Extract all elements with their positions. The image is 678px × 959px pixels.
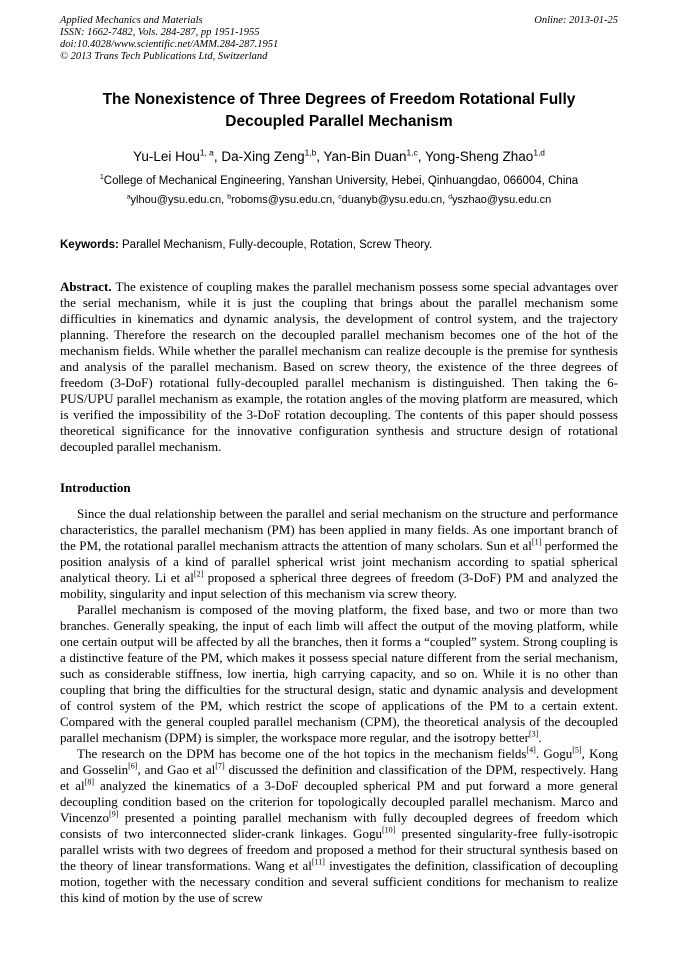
emails-line: $^a$ylhou@ysu.edu.cn, $^b$roboms@ysu.edu.cn, $^c$duanyb@ysu.edu.cn, $^d$yszhao@ysu.edu.cn (126, 193, 552, 206)
journal-header (60, 15, 618, 63)
doi-line: doi:10.4028/www.scientific.net/AMM.284-287.1951 (60, 39, 279, 50)
online-date: Online: 2013-01-25 (534, 15, 618, 26)
intro-paragraph-3: The research on the DPM has become one of the hot topics in the mechanism fields[4]. Gogu[5], Kong and Gosselin[6], and Gao et al[7] discussed the definition and classification of the DPM, respectively. Hang et al[8] analyzed the kinematics of a 3-DoF decoupled spherical PM and put forward a more general decoupling condition based on the criterion for topologically decoupled parallel mechanism. Marco and Vincenzo[9] presented a pointing parallel mechanism with fully decoupled degrees of freedom which consists of two interconnected slider-crank linkages. Gogu[10] presented singularity-free fully-isotropic parallel wrists with two degrees of freedom and proposed a method for their structural synthesis based on the theory of linear transformations. Wang et al[11] investigates the definition, classification of decoupling motion, together with the necessary condition and several sufficient conditions for mechanism to realize this kind of motion by the use of screw (60, 745, 619, 905)
copyright-line: © 2013 Trans Tech Publications Ltd, Switzerland (60, 51, 268, 62)
affiliation-line: $^1$College of Mechanical Engineering, Yanshan University, Hebei, Qinhuangdao, 066004, China (99, 173, 579, 187)
intro-paragraph-2: Parallel mechanism is composed of the moving platform, the fixed base, and two or more than two branches. Generally speaking, the input of each limb will affect the output of the moving platform, while one certain output will be affected by all the branches, then it forms a “coupled” system. Strong coupling is a distinctive feature of the PM, which makes it possess special nature different from the serial mechanism, such as considerable stiffness, low inertia, high carrying capacity, and so on. While it is no other than coupling that bring the difficulties for the structural design, static and dynamic analysis and development of control system of the PM, which restrict the scope of applications of the PM to a certain extent. Compared with the general coupled parallel mechanism (CPM), the theoretical analysis of the decoupled parallel mechanism (DPM) is simpler, the workspace more regular, and the isotropy better[3]. (60, 601, 618, 745)
authors-line: Yu-Lei Hou$^{1, a}$, Da-Xing Zeng$^{1,b}$, Yan-Bin Duan$^{1,c}$, Yong-Sheng Zhao$^{1,d}$ (133, 147, 545, 164)
journal-name: Applied Mechanics and Materials (60, 15, 203, 26)
intro-paragraph-1: Since the dual relationship between the parallel and serial mechanism on the structure and performance characteristics, the parallel mechanism (PM) has been applied in many fields. As one important branch of the PM, the rotational parallel mechanism attracts the attention of many scholars. Sun et al[1] performed the position analysis of a kind of parallel spherical wrist joint mechanism according to spatial spherical analytical theory. Li et al[2] proposed a spherical three degrees of freedom (3-DoF) PM and analyzed the mobility, singularity and input selection of this mechanism via screw theory. (60, 505, 618, 601)
section-heading-introduction: Introduction (60, 479, 131, 495)
paper-title: The Nonexistence of Three Degrees of Freedom Rotational Fully Decoupled Parallel Mechanism (102, 91, 576, 131)
issn-volume-pages: ISSN: 1662-7482, Vols. 284-287, pp 1951-1955 (60, 27, 260, 38)
abstract-paragraph: Abstract. The existence of coupling makes the parallel mechanism possess some special advantages over the serial mechanism, while it is just the coupling that brings about the parallel mechanism some difficulties in kinematics and dynamic analysis, the development of control system, and the trajectory planning. Therefore the research on the decoupled parallel mechanism becomes one of the hot of the mechanism fields. While whether the parallel mechanism can realize decouple is the premise for synthesis and analysis of the parallel mechanism. Based on screw theory, the existence of the three degrees of freedom (3-DoF) rotational fully-decoupled parallel mechanism is distinguished. Then taking the 6-PUS/UPU parallel mechanism as example, the rotation angles of the moving platform are measured, which is verified the impossibility of the 3-DoF rotation decoupling. The contents of this paper should possess theoretical significance for the innovative configuration synthesis and structure design of rotational decoupled parallel mechanism. (60, 278, 618, 454)
journal-meta-block (60, 15, 278, 63)
keywords-line: Keywords: Parallel Mechanism, Fully-decouple, Rotation, Screw Theory. (60, 238, 433, 251)
